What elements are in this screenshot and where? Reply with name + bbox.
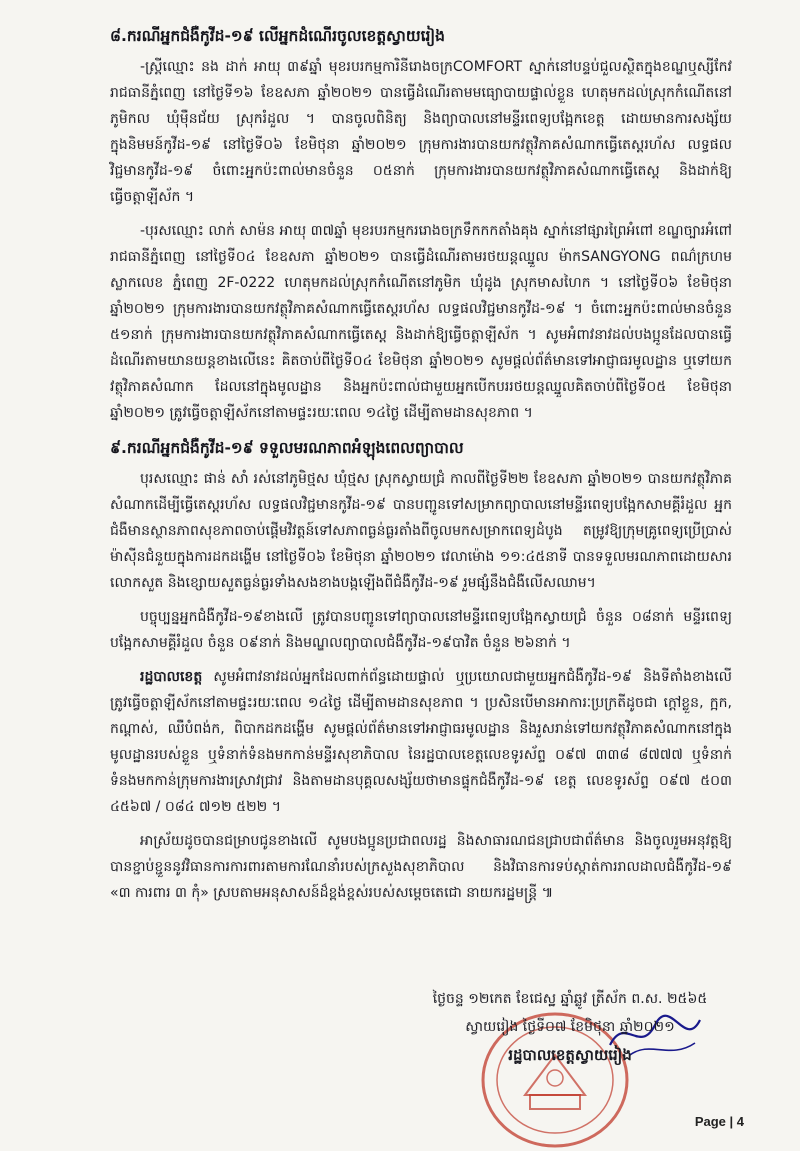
section-9-paragraph-3-text: សូមអំពាវនាវដល់អ្នកដែលពាក់ព័ន្ធដោយផ្ទាល់ ឬប្រយោលជាមួយអ្នកជំងឺកូវីដ-១៩ និងទីតាំងខាងលើ ត្រូវធ្វើចត្តាឡីស័កនៅតាមផ្ទះរយៈពេល ១៤ថ្ងៃ ដើម្បីតាមដានសុខភាព ។ ប្រសិនបើមានអាការៈប្រក្រតីដូចជា ក្តៅខ្លួន, ក្អក, កណ្តាស់, ឈឺបំពង់ក, ពិបាកដកដង្ហើម សូមផ្តល់ព័ត៌មានទៅអាជ្ញាធរមូលដ្ឋាន និងរួសរាន់ទៅយកវត្ថុវិភាគសំណាកនៅក្នុងមូលដ្ឋានរបស់ខ្លួន ឬទំនាក់ទំនងមកកាន់មន្ទីរសុខាភិបាល នៃរដ្ឋបាលខេត្តលេខទូរស័ព្ទ ០៩៧ ៣៣៨ ៨៧៧៧ ឬទំនាក់ទំនងមកកាន់ក្រុមការងារស្រាវជ្រាវ និងតាមដានបុគ្គលសង្ស័យថាមានផ្ទុកជំងឺកូវីដ-១៩ ខេត្ត លេខទូរស័ព្ទ ០៩៧ ៥០៣ ៤៥៦៧ / ០៨៤ ៧១២ ៥២២ ។ <box>110 669 732 815</box>
section-9-heading: ៩.ករណីអ្នកជំងឺកូវីដ-១៩ ទទួលមរណភាពអំឡុងពេលព្យាបាល <box>110 439 464 457</box>
signature-block <box>405 985 735 1069</box>
section-9-paragraph-2: បច្ចុប្បន្នអ្នកជំងឺកូវីដ-១៩ខាងលើ ត្រូវបានបញ្ជូនទៅព្យាបាលនៅមន្ទីរពេទ្យបង្អែកស្វាយជ្រំ ចំនួន ០៨នាក់ មន្ទីរពេទ្យបង្អែកសាមគ្គីរំដួល ចំនួន ០៩នាក់ និងមណ្ឌលព្យាបាលជំងឺកូវីដ-១៩បាវិត ចំនួន ២៦នាក់ ។ <box>110 609 732 651</box>
lunar-date: ថ្ងៃចន្ទ ១២កេត ខែជេស្ឋ ឆ្នាំឆ្លូវ ត្រីស័ក ព.ស. ២៥៦៥ <box>432 991 708 1007</box>
section-8-paragraph-1: -ស្ត្រីឈ្មោះ នង ដាក់ អាយុ ៣៩ឆ្នាំ មុខរបរកម្មការិនីរោងចក្រCOMFORT ស្នាក់នៅបន្ទប់ជួលស្ថិតក្នុងខណ្ឌឬស្សីកែវ រាជធានីភ្នំពេញ នៅថ្ងៃទី១៦ ខែឧសភា ឆ្នាំ២០២១ បានធ្វើដំណើរតាមមធ្យោបាយផ្ទាល់ខ្លួន ហេតុមកដល់ស្រុកកំណើតនៅភូមិកល ឃុំមុឺនជ័យ ស្រុករំដួល ។ បានចូលពិនិត្យ និងព្យាបាលនៅមន្ទីរពេទ្យបង្អែកខេត្ត ដោយមានការសង្ស័យក្នុងនិមមន៍កូវីដ-១៩ នៅថ្ងៃទី០៦ ខែមិថុនា ឆ្នាំ២០២១ ក្រុមការងារបានយកវត្ថុវិភាគសំណាកធ្វើតេស្តរហ័ស លទ្ធផលវិជ្ជមានកូវីដ-១៩ ចំពោះអ្នកប៉ះពាល់មានចំនួន ០៥នាក់ ក្រុមការងារបានយកវត្ថុវិភាគសំណាកធ្វើតេស្ត និងដាក់ឱ្យធ្វើចត្តាឡីស័ក ។ <box>110 59 732 205</box>
section-9-paragraph-1: បុរសឈ្មោះ ផាន់ សាំ រស់នៅភូមិថ្មស ឃុំថ្មស ស្រុកស្វាយជ្រំ កាលពីថ្ងៃទី២២ ខែឧសភា ឆ្នាំ២០២១ បានយកវត្ថុវិភាគសំណាកដើម្បីធ្វើតេស្តរហ័ស លទ្ធផលវិជ្ជមានកូវីដ-១៩ បានបញ្ជូនទៅសម្រាកព្យាបាលនៅមន្ទីរពេទ្យបង្អែកសាមគ្គីរំដួល អ្នកជំងឺមានស្ថានភាពសុខភាពចាប់ផ្តើមវិវត្តន៍ទៅសភាពធ្ងន់ធ្ងរតាំងពីចូលមកសម្រាកពេទ្យដំបូង តម្រូវឱ្យក្រុមគ្រូពេទ្យប្រើប្រាស់ម៉ាស៊ីនជំនួយក្នុងការដកដង្ហើម នៅថ្ងៃទី០៦ ខែមិថុនា ឆ្នាំ២០២១ វេលាម៉ោង ១១:៤៥នាទី បានទទួលមរណភាពដោយសារលោកសួត និងខ្សោយសួតធ្ងន់ធ្ងរទាំងសងខាងបង្កឡើងពីជំងឺកូវីដ-១៩ រួមផ្សំនឹងជំងឺលើសឈាម។ <box>110 471 732 591</box>
closing-paragraph: អាស្រ័យដូចបានជម្រាបជូនខាងលើ សូមបងប្អូនប្រជាពលរដ្ឋ និងសាធារណជនជ្រាបជាព័ត៌មាន និងចូលរួមអនុវត្តឱ្យបានខ្ជាប់ខ្ជួននូវវិធានការការពារតាមការណែនាំរបស់ក្រសួងសុខាភិបាល និងវិធានការទប់ស្កាត់ការរាលដាលជំងឺកូវីដ-១៩ «៣ ការពារ ៣ កុំ» ស្របតាមអនុសាសន៍ដ៏ខ្ពង់ខ្ពស់របស់សម្តេចតេជោ នាយករដ្ឋមន្ត្រី ៕ <box>110 833 732 901</box>
place-date: ស្វាយរៀង ថ្ងៃទី០៧ ខែមិថុនា ឆ្នាំ២០២១ <box>465 1019 675 1035</box>
provincial-admin-label: រដ្ឋបាលខេត្ត <box>140 669 203 685</box>
issuing-organization: រដ្ឋបាលខេត្តស្វាយរៀង <box>508 1046 632 1064</box>
section-8-paragraph-2: -បុរសឈ្មោះ លាក់ សាម៉ន អាយុ ៣៧ឆ្នាំ មុខរបរកម្មកររោងចក្រទឹកកកតាំងគុង ស្នាក់នៅផ្សារព្រៃអំពៅ ខណ្ឌច្បារអំពៅ រាជធានីភ្នំពេញ នៅថ្ងៃទី០៤ ខែឧសភា ឆ្នាំ២០២១ បានធ្វើដំណើរតាមរថយន្តឈ្នួល ម៉ាកSANGYONG ពណ៌ក្រហម ស្លាកលេខ ភ្នំពេញ 2F-0222 ហេតុមកដល់ស្រុកកំណើតនៅភូមិក ឃុំដូង ស្រុកមាសហៃក ។ នៅថ្ងៃទី០៦ ខែមិថុនា ឆ្នាំ២០២១ ក្រុមការងារបានយកវត្ថុវិភាគសំណាកធ្វើតេស្តរហ័ស លទ្ធផលវិជ្ជមានកូវីដ-១៩ ។ ចំពោះអ្នកប៉ះពាល់មានចំនួន ៥១នាក់ ក្រុមការងារបានយកវត្ថុវិភាគសំណាកធ្វើតេស្ត និងដាក់ឱ្យធ្វើចត្តាឡីស័ក ។ សូមអំពាវនាវដល់បងប្អូនដែលបានធ្វើដំណើរតាមយានយន្តខាងលើនេះ គិតចាប់ពីថ្ងៃទី០៤ ខែមិថុនា ឆ្នាំ២០២១ សូមផ្តល់ព័ត៌មានទៅអាជ្ញាធរមូលដ្ឋាន ឬទៅយកវត្ថុវិភាគសំណាក ដែលនៅក្នុងមូលដ្ឋាន និងអ្នកប៉ះពាល់ជាមួយអ្នកបើកបររថយន្តឈ្នួលគិតចាប់ពីថ្ងៃទី០៥ ខែមិថុនា ឆ្នាំ២០២១ ត្រូវធ្វើចត្តាឡីស័កនៅតាមផ្ទះរយៈពេល ១៤ថ្ងៃ ដើម្បីតាមដានសុខភាព ។ <box>110 223 732 421</box>
section-8-heading: ៨.ករណីអ្នកជំងឺកូវីដ-១៩ លើអ្នកដំណើរចូលខេត្តស្វាយរៀង <box>110 27 445 45</box>
section-9-paragraph-3 <box>110 664 732 820</box>
page-number: Page | 4 <box>694 1114 744 1129</box>
